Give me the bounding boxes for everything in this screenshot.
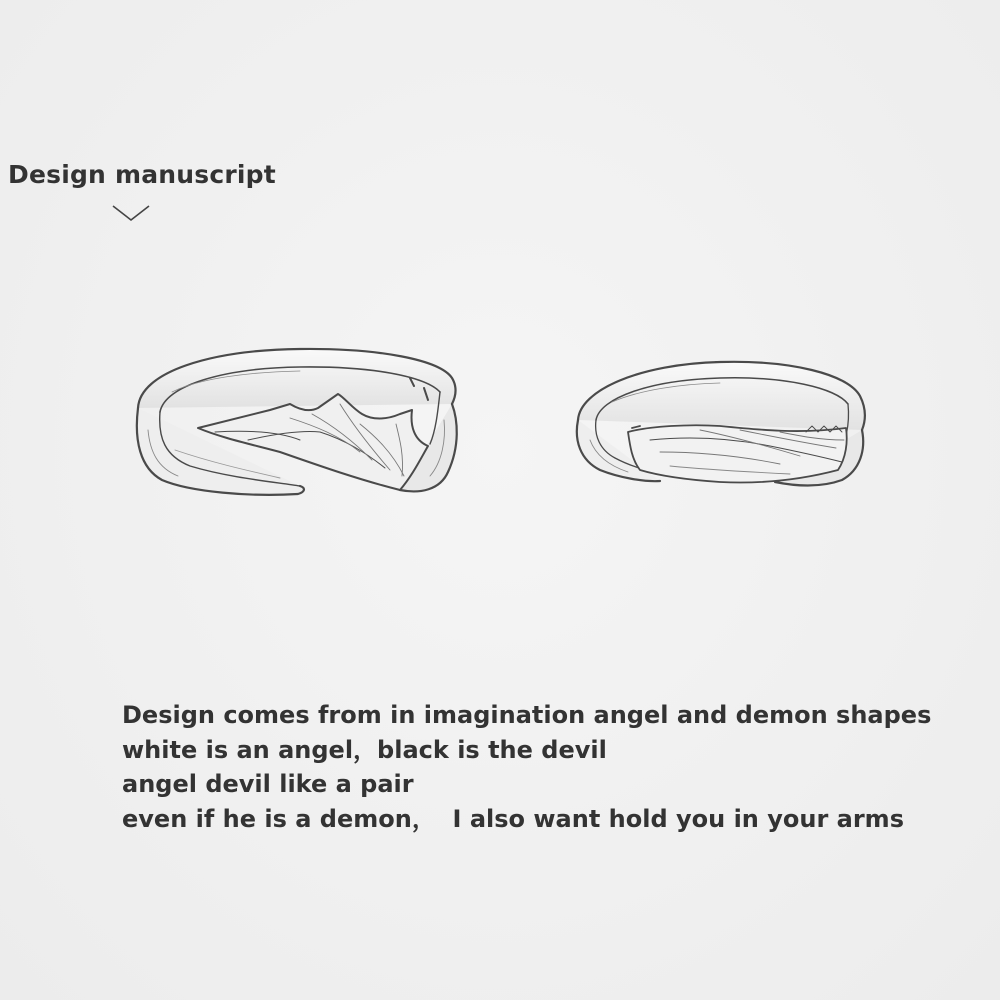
description-line: white is an angel，black is the devil [122, 735, 607, 764]
description-line: even if he is a demon， I also want hold you in your arms [122, 804, 904, 833]
design-description [122, 698, 982, 836]
angel-ring-icon [577, 362, 865, 486]
page-title: Design manuscript [8, 160, 276, 189]
description-line: Design comes from in imagination angel and demon shapes [122, 701, 932, 729]
demon-ring-icon [137, 349, 457, 495]
description-line: angel devil like a pair [122, 770, 414, 798]
